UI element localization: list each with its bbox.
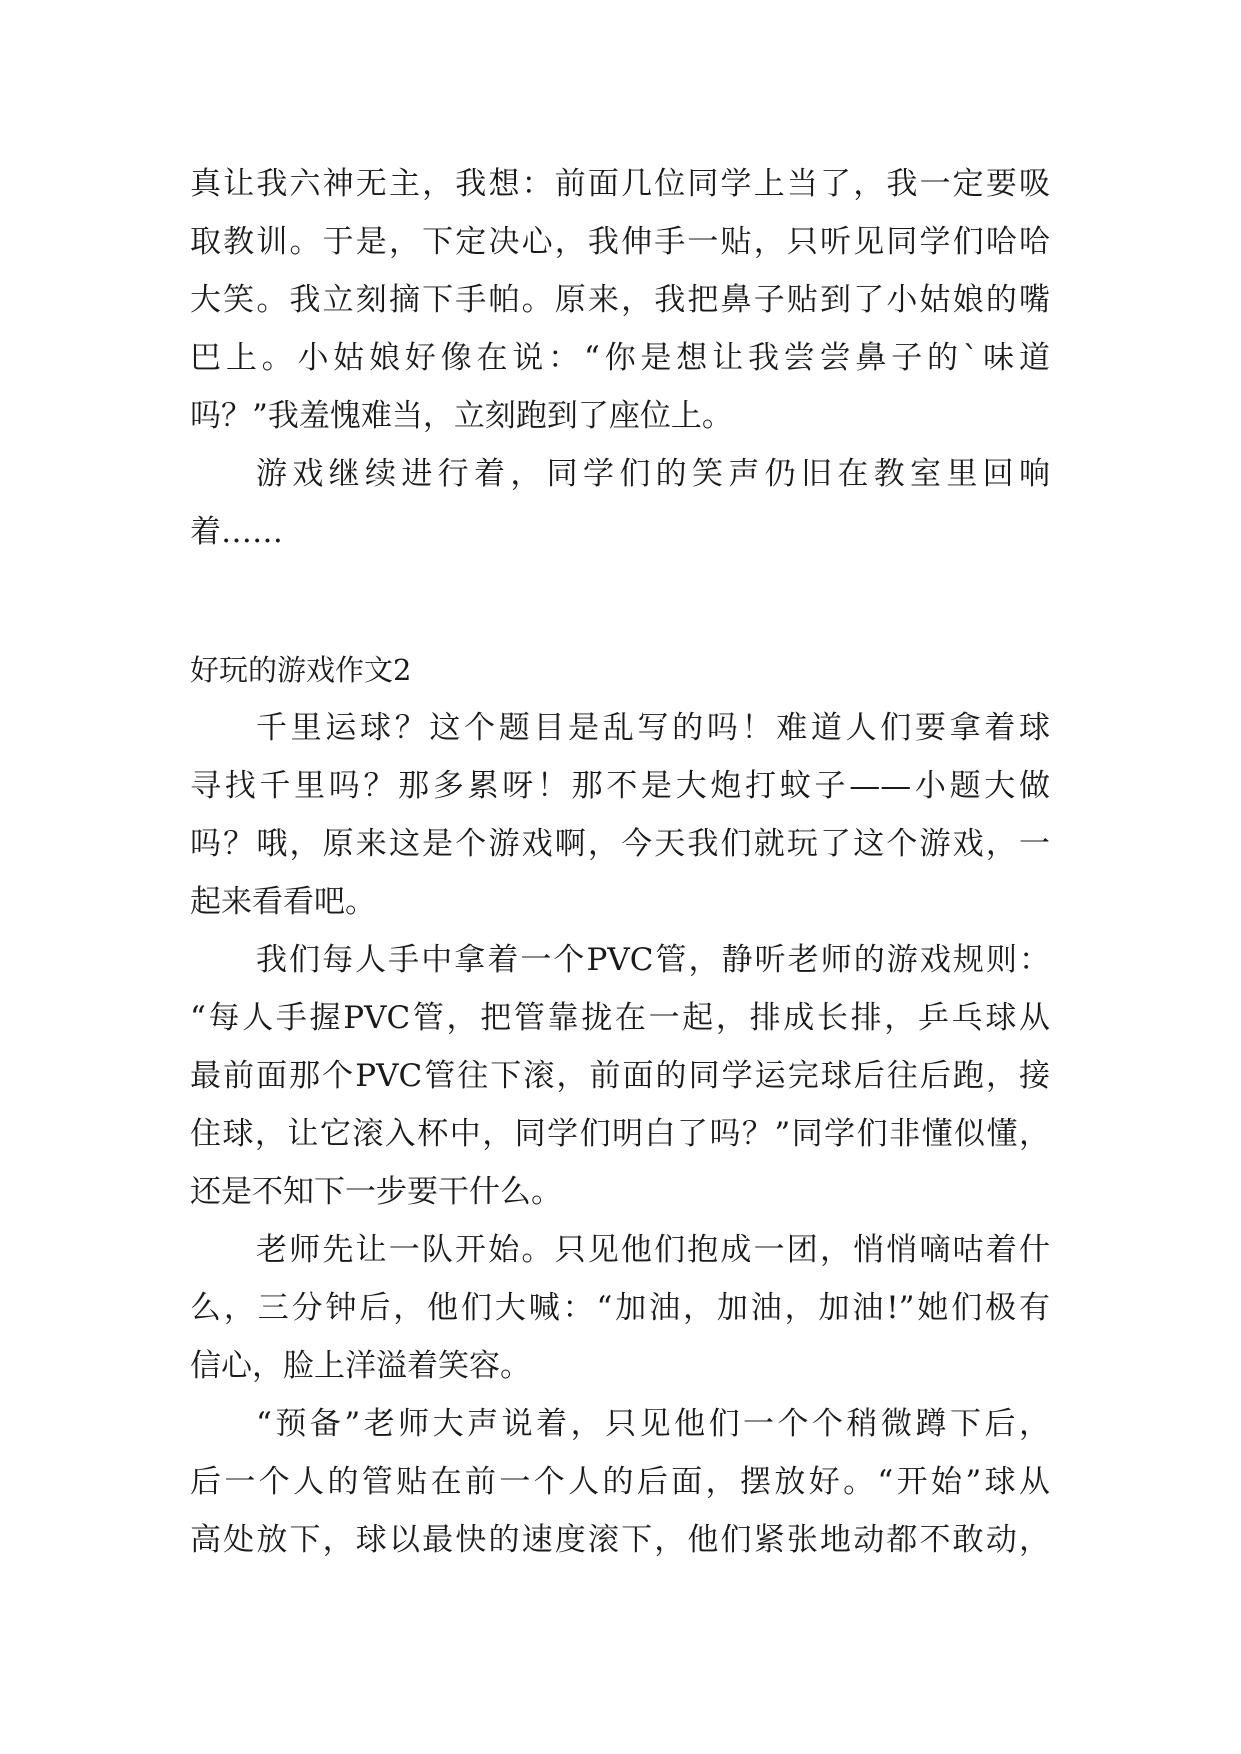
text-line: “预备”老师大声说着，只见他们一个个稍微蹲下后， bbox=[256, 1406, 1050, 1442]
text-line: 信心，脸上洋溢着笑容。 bbox=[190, 1348, 531, 1384]
text-line: 高处放下，球以最快的速度滚下，他们紧张地动都不敢动， bbox=[190, 1522, 1050, 1558]
text-line: 后一个人的管贴在前一个人的后面，摆放好。“开始”球从 bbox=[190, 1464, 1050, 1500]
text-line: 真让我六神无主，我想：前面几位同学上当了，我一定要吸 bbox=[190, 166, 1050, 202]
paragraph bbox=[190, 931, 1050, 1221]
text-line: 千里运球？这个题目是乱写的吗！难道人们要拿着球 bbox=[256, 710, 1050, 746]
document-page bbox=[190, 155, 1050, 1569]
text-line: 么，三分钟后，他们大喊：“加油，加油，加油!”她们极有 bbox=[190, 1290, 1050, 1326]
text-line: 老师先让一队开始。只见他们抱成一团，悄悄嘀咕着什 bbox=[256, 1232, 1050, 1268]
paragraph bbox=[190, 1395, 1050, 1569]
paragraph bbox=[190, 155, 1050, 445]
paragraph bbox=[190, 445, 1050, 561]
text-line: 还是不知下一步要干什么。 bbox=[190, 1174, 562, 1210]
text-line: 我们每人手中拿着一个PVC管，静听老师的游戏规则： bbox=[256, 942, 1050, 978]
text-line: 寻找千里吗？那多累呀！那不是大炮打蚊子——小题大做 bbox=[190, 768, 1050, 804]
text-line: 吗？哦，原来这是个游戏啊，今天我们就玩了这个游戏，一 bbox=[190, 826, 1050, 862]
text-line: 取教训。于是，下定决心，我伸手一贴，只听见同学们哈哈 bbox=[190, 224, 1050, 260]
text-line: 最前面那个PVC管往下滚，前面的同学运完球后往后跑，接 bbox=[190, 1058, 1050, 1094]
text-line: “每人手握PVC管，把管靠拢在一起，排成长排，乒乓球从 bbox=[190, 1000, 1050, 1036]
section-gap bbox=[190, 561, 1050, 641]
text-line: 着…… bbox=[190, 514, 283, 550]
text-line: 住球，让它滚入杯中，同学们明白了吗？”同学们非懂似懂， bbox=[190, 1116, 1050, 1152]
text-line: 游戏继续进行着，同学们的笑声仍旧在教室里回响 bbox=[256, 456, 1050, 492]
text-line: 大笑。我立刻摘下手帕。原来，我把鼻子贴到了小姑娘的嘴 bbox=[190, 282, 1050, 318]
paragraph bbox=[190, 699, 1050, 931]
text-line: 巴上。小姑娘好像在说：“你是想让我尝尝鼻子的`味道 bbox=[190, 340, 1050, 376]
section-heading: 好玩的游戏作文2 bbox=[190, 653, 412, 687]
paragraph bbox=[190, 1221, 1050, 1395]
text-line: 起来看看吧。 bbox=[190, 884, 376, 920]
text-line: 吗？”我羞愧难当，立刻跑到了座位上。 bbox=[190, 398, 733, 434]
